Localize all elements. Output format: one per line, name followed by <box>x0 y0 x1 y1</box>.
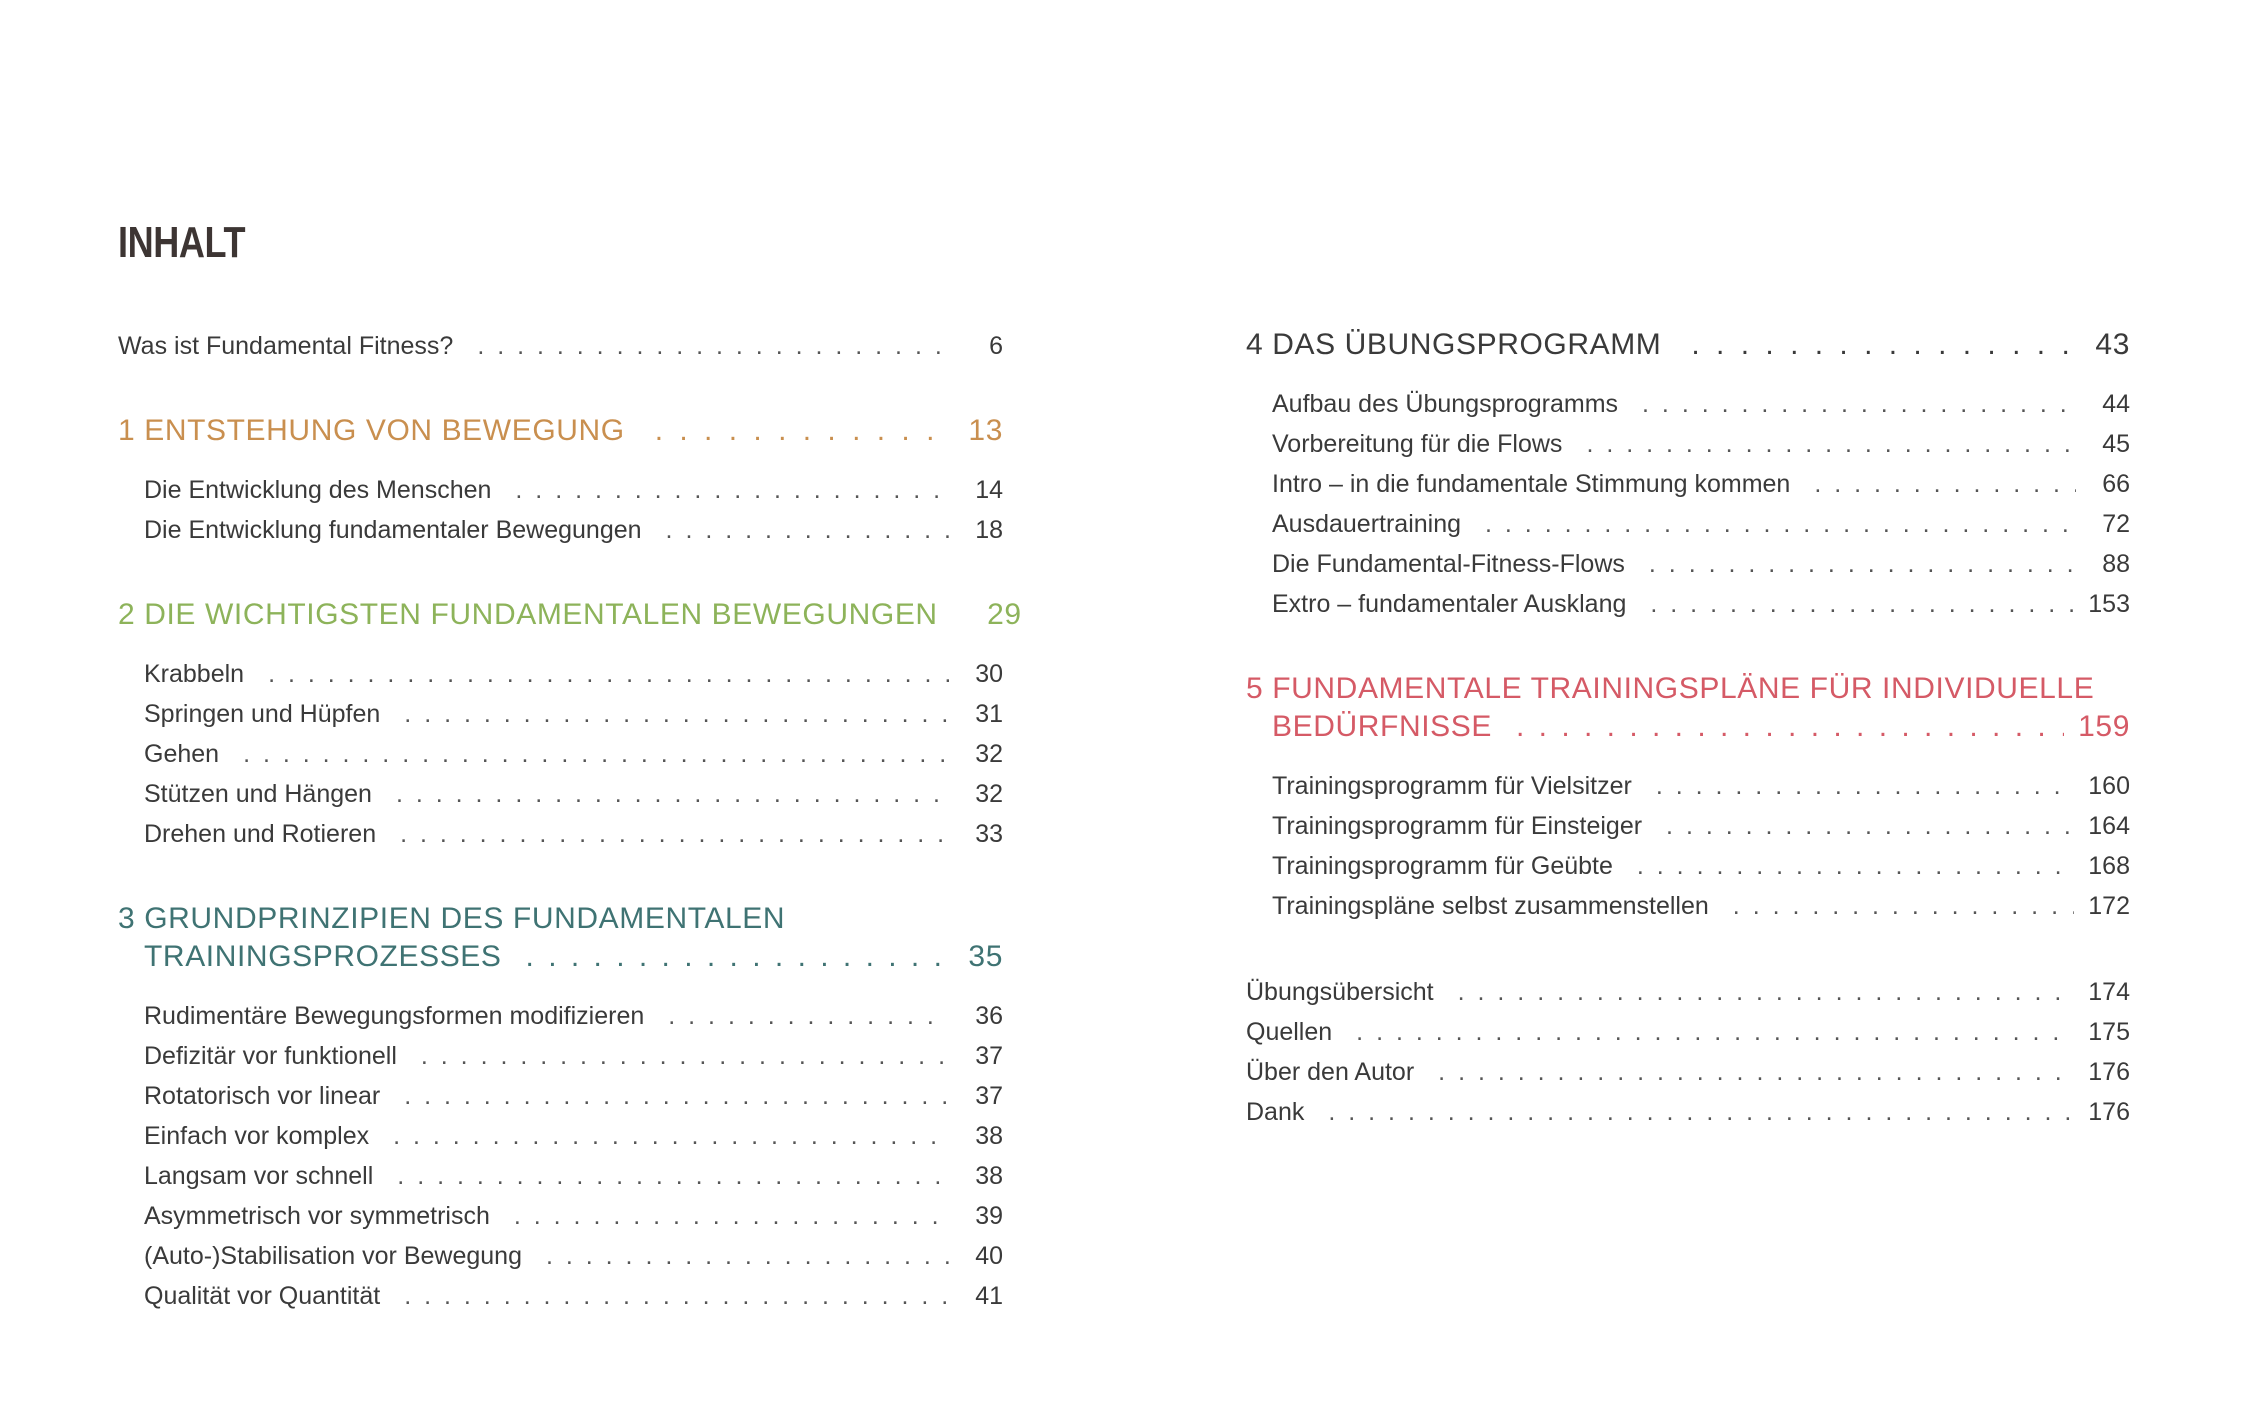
chapter-page: 43 <box>2095 328 2130 361</box>
toc-entry[interactable] <box>1246 544 2130 584</box>
chapter-title-line-2: TRAININGSPROZESSES <box>144 940 502 973</box>
toc-entry[interactable] <box>1246 766 2130 806</box>
toc-entry-label: Die Entwicklung fundamentaler Bewegungen <box>144 516 642 544</box>
toc-entry-label: Drehen und Rotieren <box>144 820 377 848</box>
toc-entry-label: Rudimentäre Bewegungsformen modifizieren <box>144 1002 645 1030</box>
dot-leader <box>1438 1052 2074 1092</box>
chapter-heading-5[interactable] <box>1246 670 2130 746</box>
toc-entry[interactable] <box>118 510 1003 550</box>
dot-leader <box>1656 766 2074 806</box>
toc-entry-page: 32 <box>975 740 1003 768</box>
dot-leader <box>1814 464 2076 504</box>
chapter-page: 29 <box>987 598 1022 631</box>
toc-entry-page: 38 <box>975 1122 1003 1150</box>
toc-entry-page: 88 <box>2102 550 2130 578</box>
toc-entry-page: 6 <box>989 332 1003 360</box>
toc-entry-label: Trainingspläne selbst zusammenstellen <box>1272 892 1709 920</box>
toc-right-column <box>1246 326 2130 1132</box>
chapter-page: 159 <box>2078 710 2130 743</box>
toc-entry-page: 31 <box>975 700 1003 728</box>
toc-entry-label: Die Fundamental-Fitness-Flows <box>1272 550 1625 578</box>
toc-entry-page: 36 <box>975 1002 1003 1030</box>
toc-entry-back-matter[interactable] <box>1246 972 2130 1012</box>
toc-entry-label: Springen und Hüpfen <box>144 700 381 728</box>
toc-entry[interactable] <box>118 734 1003 774</box>
dot-leader <box>668 996 949 1036</box>
chapter-title-line-1: 5 FUNDAMENTALE TRAININGSPLÄNE FÜR INDIVIDUELLE <box>1246 672 2095 705</box>
toc-entry-page: 14 <box>975 476 1003 504</box>
toc-entry-label: Trainingsprogramm für Geübte <box>1272 852 1613 880</box>
dot-leader <box>243 734 949 774</box>
toc-entry[interactable] <box>1246 806 2130 846</box>
toc-left-column <box>118 326 1022 1316</box>
toc-entry[interactable] <box>118 1236 1003 1276</box>
toc-entry-back-matter[interactable] <box>1246 1012 2130 1052</box>
toc-entry[interactable] <box>1246 886 2130 926</box>
toc-entry-page: 168 <box>2088 852 2130 880</box>
chapter-title-line-2-row <box>1246 708 2130 746</box>
toc-entry-page: 41 <box>975 1282 1003 1310</box>
toc-entry-page: 72 <box>2102 510 2130 538</box>
toc-entry[interactable] <box>118 814 1003 854</box>
chapter-title-line-2-row <box>118 938 1003 976</box>
dot-leader <box>421 1036 949 1076</box>
toc-entry[interactable] <box>1246 846 2130 886</box>
dot-leader <box>1485 504 2076 544</box>
toc-entry[interactable] <box>118 694 1003 734</box>
toc-entry-label: Rotatorisch vor linear <box>144 1082 381 1110</box>
chapter-title: 4 DAS ÜBUNGSPROGRAMM <box>1246 328 1662 361</box>
toc-entry-label: Einfach vor komplex <box>144 1122 370 1150</box>
toc-entry-intro[interactable] <box>118 326 1003 366</box>
chapter-heading-1[interactable] <box>118 412 1003 450</box>
dot-leader <box>1356 1012 2074 1052</box>
toc-entry-label: Defizitär vor funktionell <box>144 1042 397 1070</box>
chapter-title-line-2: BEDÜRFNISSE <box>1272 710 1492 743</box>
toc-entry-page: 153 <box>2088 590 2130 618</box>
dot-leader <box>1691 326 2076 364</box>
toc-entry-page: 33 <box>975 820 1003 848</box>
chapter-title: 2 DIE WICHTIGSTEN FUNDAMENTALEN BEWEGUNGEN <box>118 598 938 631</box>
toc-entry-page: 172 <box>2088 892 2130 920</box>
toc-entry[interactable] <box>1246 584 2130 624</box>
toc-entry[interactable] <box>1246 504 2130 544</box>
toc-entry-page: 40 <box>975 1242 1003 1270</box>
toc-entry-label: Was ist Fundamental Fitness? <box>118 332 454 360</box>
toc-entry-label: Trainingsprogramm für Vielsitzer <box>1272 772 1632 800</box>
toc-entry[interactable] <box>1246 424 2130 464</box>
toc-entry-label: Über den Autor <box>1246 1058 1415 1086</box>
dot-leader <box>1649 544 2076 584</box>
dot-leader <box>526 938 949 976</box>
dot-leader <box>1458 972 2075 1012</box>
dot-leader <box>515 470 949 510</box>
toc-entry-label: Vorbereitung für die Flows <box>1272 430 1563 458</box>
dot-leader <box>1666 806 2074 846</box>
chapter-title: 1 ENTSTEHUNG VON BEWEGUNG <box>118 414 625 447</box>
dot-leader <box>514 1196 949 1236</box>
toc-entry-label: Ausdauertraining <box>1272 510 1462 538</box>
toc-entry-page: 32 <box>975 780 1003 808</box>
toc-entry-page: 175 <box>2088 1018 2130 1046</box>
toc-entry-page: 44 <box>2102 390 2130 418</box>
toc-entry-label: Qualität vor Quantität <box>144 1282 381 1310</box>
chapter-heading-4[interactable] <box>1246 326 2130 364</box>
toc-entry-label: Gehen <box>144 740 220 768</box>
chapter-heading-3[interactable] <box>118 900 1003 976</box>
dot-leader <box>666 510 949 550</box>
toc-entry-page: 37 <box>975 1042 1003 1070</box>
toc-entry[interactable] <box>118 996 1003 1036</box>
dot-leader <box>268 654 949 694</box>
toc-entry[interactable] <box>118 654 1003 694</box>
dot-leader <box>400 814 949 854</box>
dot-leader <box>477 326 949 366</box>
dot-leader <box>404 1276 949 1316</box>
chapter-page: 35 <box>968 940 1003 973</box>
toc-entry-page: 45 <box>2102 430 2130 458</box>
toc-entry[interactable] <box>118 1156 1003 1196</box>
toc-entry-page: 176 <box>2088 1058 2130 1086</box>
toc-entry[interactable] <box>118 1116 1003 1156</box>
toc-entry-back-matter[interactable] <box>1246 1092 2130 1132</box>
dot-leader <box>1642 384 2076 424</box>
toc-entry-label: Extro – fundamentaler Ausklang <box>1272 590 1627 618</box>
dot-leader <box>655 412 949 450</box>
toc-entry[interactable] <box>118 774 1003 814</box>
dot-leader <box>1637 846 2074 886</box>
dot-leader <box>1328 1092 2074 1132</box>
toc-entry-page: 39 <box>975 1202 1003 1230</box>
toc-entry-page: 160 <box>2088 772 2130 800</box>
toc-entry-label: Krabbeln <box>144 660 245 688</box>
toc-entry-page: 174 <box>2088 978 2130 1006</box>
toc-entry-page: 164 <box>2088 812 2130 840</box>
dot-leader <box>546 1236 949 1276</box>
toc-entry-label: Trainingsprogramm für Einsteiger <box>1272 812 1643 840</box>
toc-entry-page: 66 <box>2102 470 2130 498</box>
toc-entry-label: Übungsübersicht <box>1246 978 1434 1006</box>
toc-entry-label: (Auto-)Stabilisation vor Bewegung <box>144 1242 522 1270</box>
dot-leader <box>1586 424 2076 464</box>
chapter-heading-2[interactable] <box>118 596 1022 634</box>
toc-entry-label: Die Entwicklung des Menschen <box>144 476 492 504</box>
dot-leader <box>393 1116 949 1156</box>
toc-entry-page: 176 <box>2088 1098 2130 1126</box>
dot-leader <box>1650 584 2074 624</box>
dot-leader <box>1733 886 2074 926</box>
toc-entry-label: Dank <box>1246 1098 1305 1126</box>
toc-entry[interactable] <box>118 1196 1003 1236</box>
toc-entry-label: Stützen und Hängen <box>144 780 372 808</box>
chapter-page: 13 <box>968 414 1003 447</box>
chapter-title-line-1: 3 GRUNDPRINZIPIEN DES FUNDAMENTALEN <box>118 902 786 935</box>
toc-entry-page: 18 <box>975 516 1003 544</box>
toc-entry[interactable] <box>118 1036 1003 1076</box>
toc-entry-label: Intro – in die fundamentale Stimmung kommen <box>1272 470 1791 498</box>
toc-entry[interactable] <box>118 1076 1003 1116</box>
toc-entry-label: Aufbau des Übungsprogramms <box>1272 390 1619 418</box>
dot-leader <box>404 694 949 734</box>
toc-entry[interactable] <box>118 470 1003 510</box>
toc-entry-label: Quellen <box>1246 1018 1333 1046</box>
toc-entry-back-matter[interactable] <box>1246 1052 2130 1092</box>
toc-entry-page: 38 <box>975 1162 1003 1190</box>
dot-leader <box>1516 708 2064 746</box>
toc-entry[interactable] <box>1246 384 2130 424</box>
toc-entry-label: Langsam vor schnell <box>144 1162 374 1190</box>
dot-leader <box>404 1076 949 1116</box>
dot-leader <box>397 1156 949 1196</box>
toc-entry-label: Asymmetrisch vor symmetrisch <box>144 1202 490 1230</box>
toc-entry[interactable] <box>1246 464 2130 504</box>
toc-entry-page: 30 <box>975 660 1003 688</box>
dot-leader <box>396 774 949 814</box>
toc-entry-page: 37 <box>975 1082 1003 1110</box>
page-title: INHALT <box>118 218 246 267</box>
toc-entry[interactable] <box>118 1276 1003 1316</box>
